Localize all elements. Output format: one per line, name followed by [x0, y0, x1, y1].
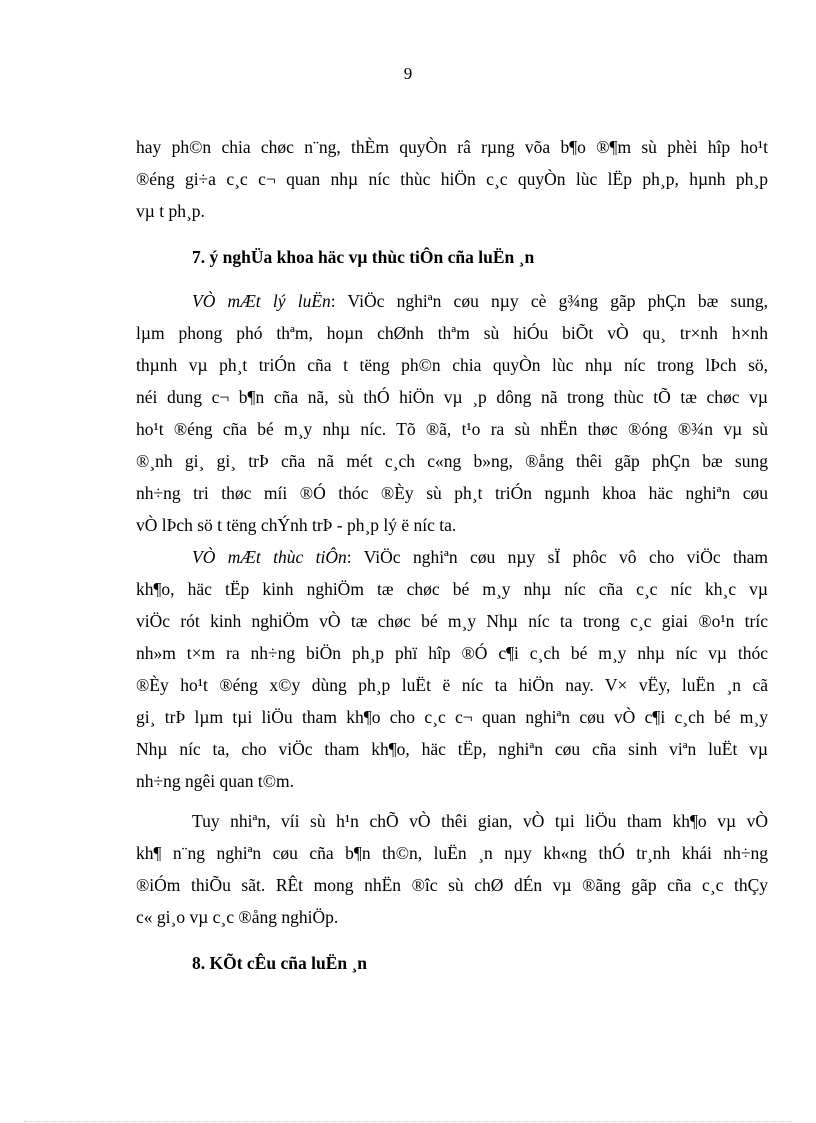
theory-line: lµm phong phó thªm, hoµn chØnh thªm sù hiÓu biÕt vÒ qu¸ tr×nh h×nh — [136, 323, 768, 343]
intro-line-3: vµ t ph¸p. — [136, 201, 205, 221]
section-8-heading: 8. KÕt cÊu cña luËn ¸n — [192, 953, 368, 973]
practice-line: nh»m t×m ra nh÷ng biÖn ph¸p phï hîp ®Ó c¶i c¸ch bé m¸y nhµ níc vµ thóc — [136, 643, 768, 663]
closing-line: kh¶ n¨ng nghiªn cøu cña b¶n th©n, luËn ¸n nµy kh«ng thÓ tr¸nh khái nh÷ng — [136, 843, 768, 863]
theory-label: VÒ mÆt lý luËn — [192, 291, 331, 311]
practice-label: VÒ mÆt thùc tiÔn — [192, 547, 347, 567]
theory-line: néi dung c¬ b¶n cña nã, sù thÓ hiÖn vµ ¸p dông nã trong thùc tÕ tæ chøc vµ — [136, 387, 768, 407]
page-number: 9 — [403, 64, 413, 83]
section-7-heading: 7. ý nghÜa khoa häc vµ thùc tiÔn cña luËn ¸n — [192, 247, 535, 267]
theory-line: ho¹t ®éng cña bé m¸y nhµ níc. Tõ ®ã, t¹o ra sù nhËn thøc ®óng ®¾n vµ sù — [136, 419, 768, 439]
page-bottom-edge — [24, 1121, 792, 1122]
practice-line: viÖc rót kinh nghiÖm vÒ tæ chøc bé m¸y Nhµ níc ta trong c¸c giai ®o¹n tríc — [136, 611, 768, 631]
practice-line: nh÷ng ngêi quan t©m. — [136, 771, 295, 791]
practice-line: gi¸ trÞ lµm tµi liÖu tham kh¶o cho c¸c c¬ quan nghiªn cøu vÒ c¶i c¸ch bé m¸y — [136, 707, 768, 727]
practice-line: Nhµ níc ta, cho viÖc tham kh¶o, häc tËp, nghiªn cøu cña sinh viªn luËt vµ — [136, 739, 768, 759]
closing-line: c« gi¸o vµ c¸c ®ång nghiÖp. — [136, 907, 339, 927]
theory-line: ®¸nh gi¸ gi¸ trÞ cña nã mét c¸ch c«ng b»ng, ®ång thêi gãp phÇn bæ sung — [136, 451, 768, 471]
practice-line: ®Èy ho¹t ®éng x©y dùng ph¸p luËt ë níc ta hiÖn nay. V× vËy, luËn ¸n cã — [136, 675, 768, 695]
intro-line-2: ®éng gi÷a c¸c c¬ quan nhµ níc thùc hiÖn c¸c quyÒn lùc lËp ph¸p, hµnh ph¸p — [136, 169, 768, 189]
theory-first-line-text: : ViÖc nghiªn cøu nµy cè g¾ng gãp phÇn bæ sung, — [330, 291, 768, 311]
theory-line: vÒ lÞch sö t tëng chÝnh trÞ - ph¸p lý ë níc ta. — [136, 515, 457, 535]
theory-line: nh÷ng tri thøc míi ®Ó thóc ®Èy sù ph¸t triÓn ngµnh khoa häc nghiªn cøu — [136, 483, 768, 503]
practice-first-line-text: : ViÖc nghiªn cøu nµy sÏ phôc vô cho viÖc tham — [346, 547, 768, 567]
practice-first-line — [192, 546, 768, 568]
theory-first-line — [192, 290, 768, 312]
theory-line: thµnh vµ ph¸t triÓn cña t tëng ph©n chia quyÒn lùc nhµ níc trong lÞch sö, — [136, 355, 768, 375]
closing-line: Tuy nhiªn, víi sù h¹n chÕ vÒ thêi gian, vÒ tµi liÖu tham kh¶o vµ vÒ — [192, 811, 768, 831]
closing-line: ®iÓm thiÕu sãt. RÊt mong nhËn ®îc sù chØ dÉn vµ ®ãng gãp cña c¸c thÇy — [136, 875, 768, 895]
intro-line-1: hay ph©n chia chøc n¨ng, thÈm quyÒn râ rµng võa b¶o ®¶m sù phèi hîp ho¹t — [136, 137, 768, 157]
practice-line: kh¶o, häc tËp kinh nghiÖm tæ chøc bé m¸y nhµ níc cña c¸c níc kh¸c vµ — [136, 579, 768, 599]
